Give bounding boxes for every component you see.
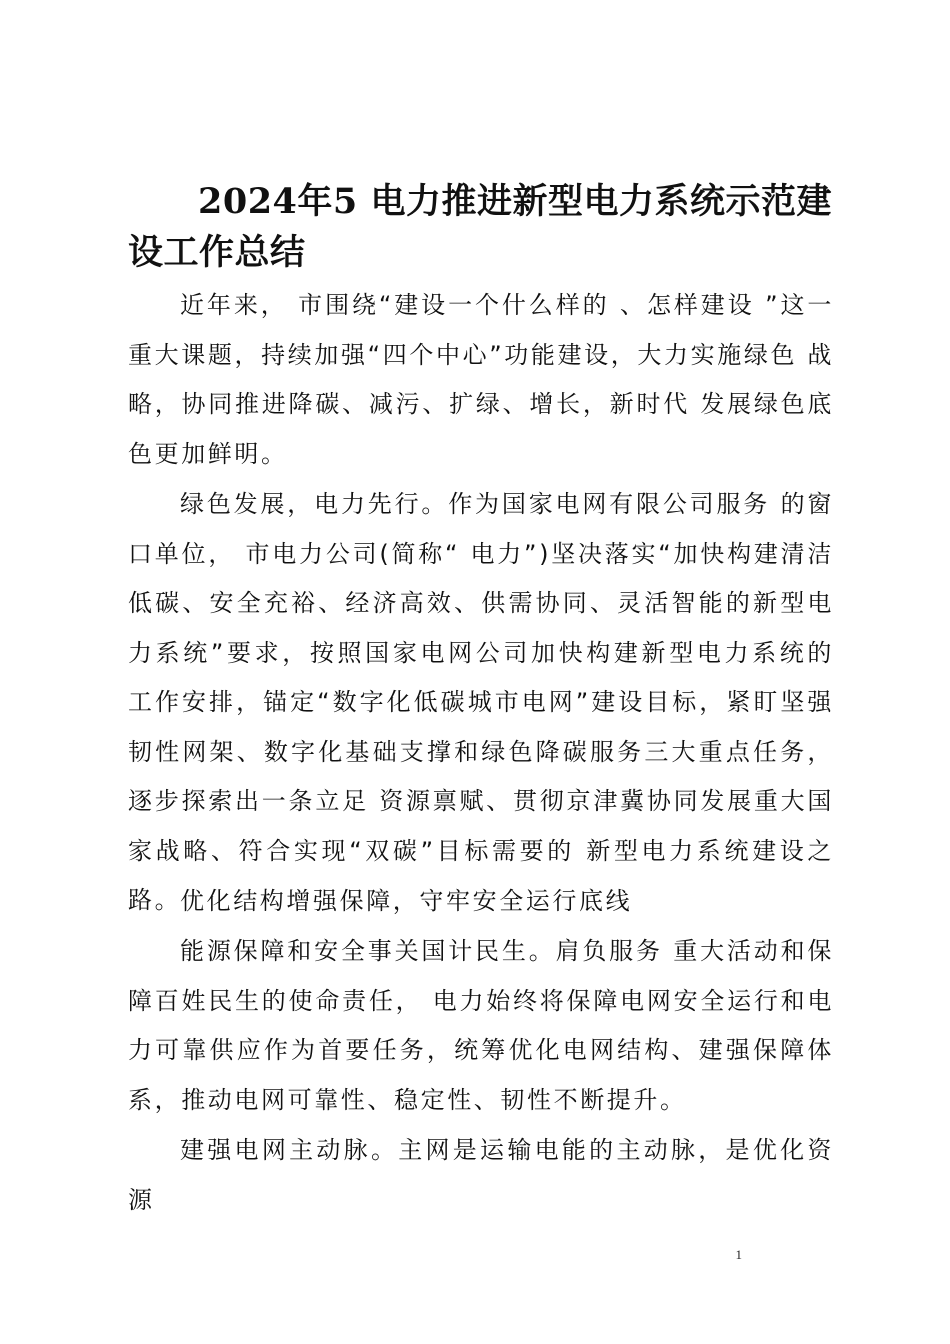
- paragraph-main-grid: 建强电网主动脉。主网是运输电能的主动脉，是优化资源: [128, 1136, 834, 1214]
- paragraph-intro: 近年来， 市围绕“建设一个什么样的 、怎样建设 ”这一重大课题，持续加强“四个中心”功能建设，大力实施绿色 战略，协同推进降碳、减污、扩绿、增长，新时代 发展绿色底色更加鲜明。: [128, 291, 834, 468]
- section-heading-structure: 优化结构增强保障，守牢安全运行底线: [180, 887, 633, 915]
- paragraph-energy-security: 能源保障和安全事关国计民生。肩负服务 重大活动和保障百姓民生的使命责任， 电力始终将保障电网安全运行和电力可靠供应作为首要任务，统筹优化电网结构、建强保障体系，推动电网可靠性、稳定性、韧性不断提升。: [128, 937, 834, 1114]
- page-number: 1: [735, 1247, 742, 1262]
- paragraph-green-development: 绿色发展，电力先行。作为国家电网有限公司服务 的窗口单位， 市电力公司(简称“ 电力”)坚决落实“加快构建清洁低碳、安全充裕、经济高效、供需协同、灵活智能的新型电力系统”要求，按照国家电网公司加快构建新型电力系统的工作安排，锚定“数字化低碳城市电网”建设目标，紧盯坚强韧性网架、数字化基础支撑和绿色降碳服务三大重点任务，逐步探索出一条立足 资源禀赋、贯彻京津冀协同发展重大国家战略、符合实现“双碳”目标需要的 新型电力系统建设之路。: [128, 490, 834, 914]
- document-title: 2024年5 电力推进新型电力系统示范建设工作总结: [128, 181, 832, 273]
